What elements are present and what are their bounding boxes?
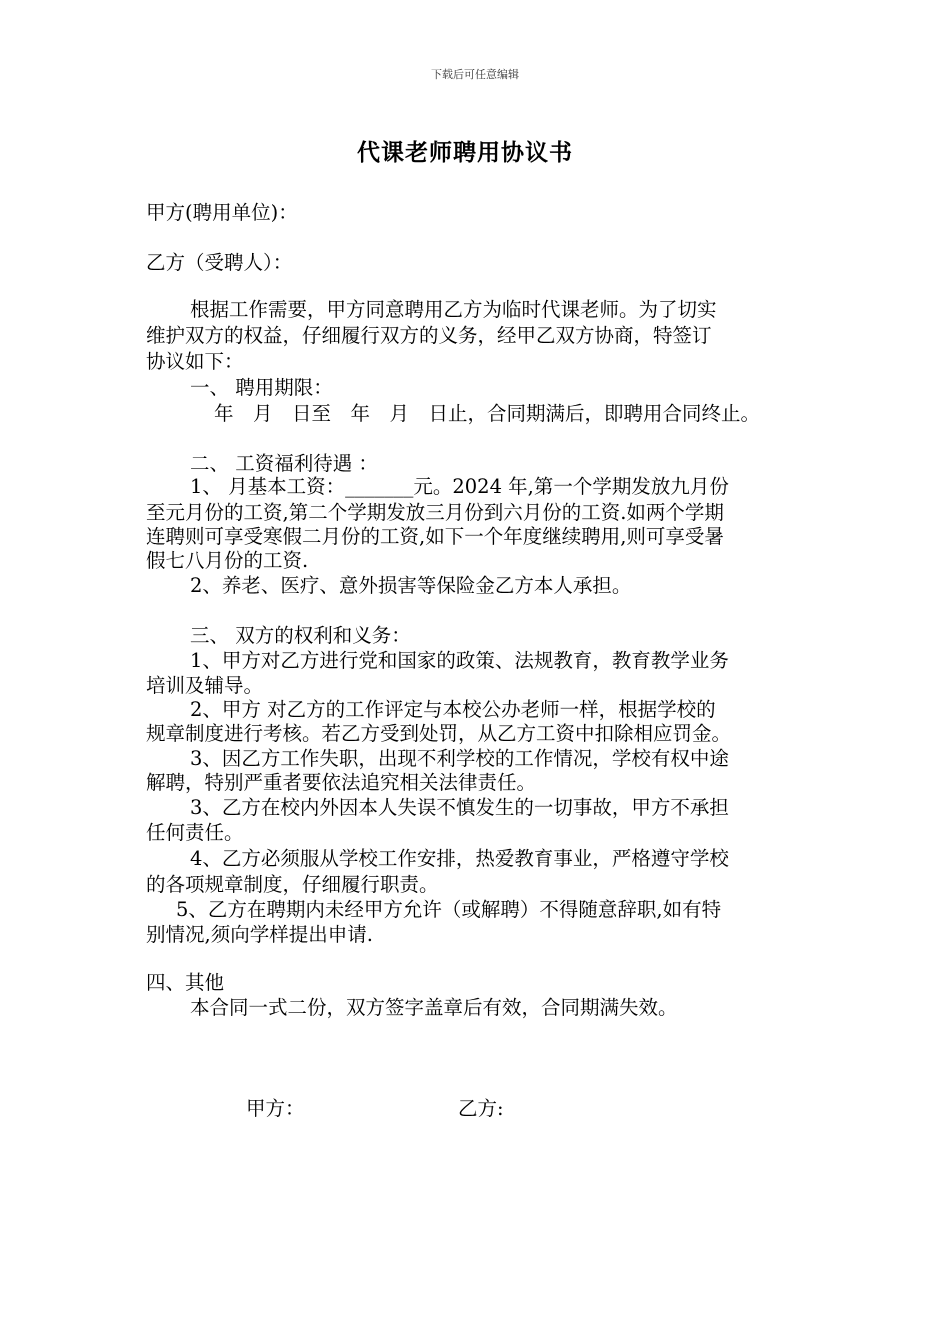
right-4-line-1: 4、乙方必须服从学校工作安排，热爱教育事业，严格遵守学校 bbox=[190, 847, 729, 870]
right-2-line-1: 2、甲方 对乙方的工作评定与本校公办老师一样，根据学校的 bbox=[190, 698, 716, 721]
section-4-heading: 四、其他 bbox=[146, 971, 225, 994]
right-1-line-2: 培训及辅导。 bbox=[146, 674, 264, 697]
right-5-line-2: 别情况,须向学样提出申请. bbox=[146, 923, 373, 946]
term-line: 年 月 日至 年 月 日止，合同期满后，即聘用合同终止。 bbox=[214, 402, 761, 425]
right-1-line-1: 1、甲方对乙方进行党和国家的政策、法规教育，教育教学业务 bbox=[190, 649, 729, 672]
right-3-line-1: 3、因乙方工作失职，出现不利学校的工作情况，学校有权中途 bbox=[190, 747, 729, 770]
other-line: 本合同一式二份，双方签字盖章后有效，合同期满失效。 bbox=[190, 996, 678, 1019]
party-b-line: 乙方（受聘人）： bbox=[146, 251, 293, 274]
party-a-line: 甲方(聘用单位)： bbox=[146, 201, 298, 224]
salary-line-3: 连聘则可享受寒假二月份的工资,如下一个年度继续聘用,则可享受暑 bbox=[146, 525, 724, 548]
salary-line-1: 1、 月基本工资：_______元。2024 年,第一个学期发放九月份 bbox=[190, 475, 729, 498]
right-3-line-2: 解聘，特别严重者要依法追究相关法律责任。 bbox=[146, 771, 537, 794]
intro-line-2: 维护双方的权益，仔细履行双方的义务，经甲乙双方协商，特签订 bbox=[146, 324, 712, 347]
signature-party-b: 乙方: bbox=[458, 1097, 504, 1120]
header-note: 下载后可任意编辑 bbox=[431, 68, 519, 81]
right-3b-line-2: 任何责任。 bbox=[146, 821, 244, 844]
insurance-line: 2、养老、医疗、意外损害等保险金乙方本人承担。 bbox=[190, 574, 632, 597]
right-3b-line-1: 3、乙方在校内外因本人失误不慎发生的一切事故，甲方不承担 bbox=[190, 796, 729, 819]
intro-line-3: 协议如下： bbox=[146, 350, 244, 373]
section-3-heading: 三、 双方的权利和义务： bbox=[190, 624, 411, 647]
right-5-line-1: 5、乙方在聘期内未经甲方允许（或解聘）不得随意辞职,如有特 bbox=[176, 898, 722, 921]
salary-line-4: 假七八月份的工资. bbox=[146, 549, 309, 572]
salary-line-2: 至元月份的工资,第二个学期发放三月份到六月份的工资.如两个学期 bbox=[146, 501, 724, 524]
right-2-line-2: 规章制度进行考核。若乙方受到处罚，从乙方工资中扣除相应罚金。 bbox=[146, 722, 732, 745]
section-2-heading: 二、 工资福利待遇 ： bbox=[190, 452, 378, 475]
signature-party-a: 甲方： bbox=[246, 1097, 305, 1120]
document-title: 代课老师聘用协议书 bbox=[357, 139, 573, 166]
section-1-heading: 一、 聘用期限： bbox=[190, 376, 333, 399]
right-4-line-2: 的各项规章制度，仔细履行职责。 bbox=[146, 873, 439, 896]
intro-line-1: 根据工作需要，甲方同意聘用乙方为临时代课老师。为了切实 bbox=[190, 298, 717, 321]
